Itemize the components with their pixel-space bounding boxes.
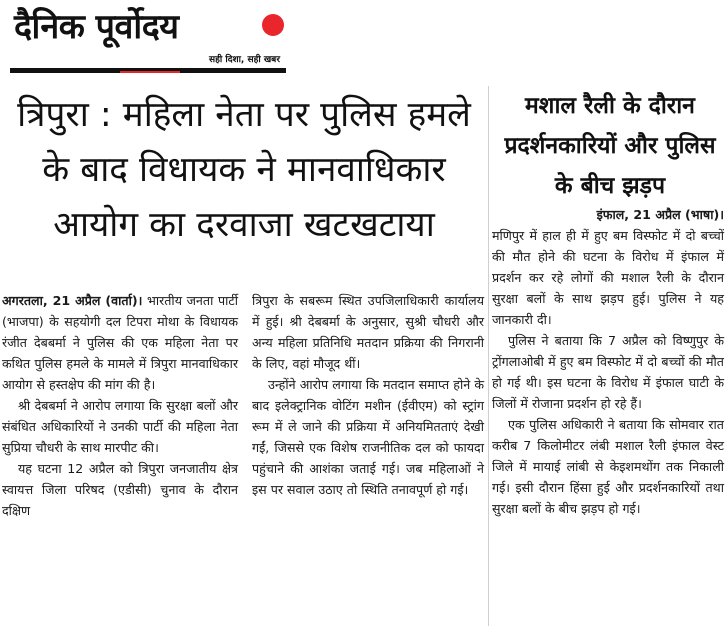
main-story-column-1 [2, 290, 238, 521]
paragraph: त्रिपुरा के सबरूम स्थित उपजिलाधिकारी कार्यालय में हुई। श्री देबबर्मा के अनुसार, सुश्री चौधरी और अन्य महिला प्रतिनिधि मतदान प्रक्रिया की निगरानी के लिए, वहां मौजूद थीं। [252, 293, 484, 371]
paragraph: मणिपुर में हाल ही में हुए बम विस्फोट में दो बच्चों की मौत होने की घटना के विरोध में इंफाल में प्रदर्शन कर रहे लोगों की मशाल रैली के दौरान सुरक्षा बलों के साथ झड़प हुई। पुलिस ने यह जानकारी दी। [492, 228, 724, 327]
paragraph [2, 290, 238, 395]
paragraph: एक पुलिस अधिकारी ने बताया कि सोमवार रात करीब 7 किलोमीटर लंबी मशाल रैली इंफाल वेस्ट जिले में मायाई लांबी से केइशमथोंग तक निकाली गई। इसी दौरान हिंसा हुई और प्रदर्शनकारियों तथा सुरक्षा बलों के बीच झड़प हो गई। [492, 417, 724, 516]
dateline: अगरतला, 21 अप्रैल (वार्ता)। [2, 293, 143, 308]
newspaper-logo: दैनिक पूर्वोदय [14, 7, 179, 47]
paragraph: पुलिस ने बताया कि 7 अप्रैल को विष्णुपुर के ट्रोंगलाओबी में हुए बम विस्फोट में दो बच्चों की मौत हो गई थी। इस घटना के विरोध में इंफाल घाटी के जिलों में रोजाना प्रदर्शन हो रहे हैं। [492, 333, 724, 411]
masthead [10, 4, 286, 74]
paragraph: उन्होंने आरोप लगाया कि मतदान समाप्त होने के बाद इलेक्ट्रानिक वोटिंग मशीन (ईवीएम) को स्ट्रांग रूम में ले जाने की प्रक्रिया में अनियमितताएं देखी गईं, जिससे एक विशेष राजनीतिक दल को फायदा पहुंचाने की आशंका जताई गई। जब महिलाओं ने इस पर सवाल उठाए तो स्थिति तनावपूर्ण हो गई। [252, 377, 484, 497]
side-headline: मशाल रैली के दौरान प्रदर्शनकारियों और पुलिस के बीच झड़प [504, 93, 716, 199]
side-story-column [492, 204, 724, 519]
logo-red-dot [262, 14, 284, 36]
main-headline: त्रिपुरा : महिला नेता पर पुलिस हमले के बाद विधायक ने मानवाधिकार आयोग का दरवाजा खटखटाया [17, 95, 471, 245]
column-divider [488, 86, 489, 626]
paragraph-text: भारतीय जनता पार्टी (भाजपा) के सहयोगी दल टिपरा मोथा के विधायक रंजीत देबबर्मा ने पुलिस की एक महिला नेता पर कथित पुलिस हमले के मामले में त्रिपुरा मानवाधिकार आयोग से हस्तक्षेप की मांग की है। [2, 293, 238, 392]
paragraph: यह घटना 12 अप्रैल को त्रिपुरा जनजातीय क्षेत्र स्वायत्त जिला परिषद (एडीसी) चुनाव के दौरान दक्षिण [2, 461, 238, 518]
masthead-rule-accent [120, 71, 180, 73]
side-dateline: इंफाल, 21 अप्रैल (भाषा)। [596, 207, 724, 222]
main-story-column-2 [252, 290, 484, 500]
tagline: सही दिशा, सही खबर [209, 55, 280, 65]
paragraph: श्री देबबर्मा ने आरोप लगाया कि सुरक्षा बलों और संबंधित अधिकारियों ने उनकी पार्टी की महिला नेता सुप्रिया चौधरी के साथ मारपीट की। [2, 398, 238, 455]
